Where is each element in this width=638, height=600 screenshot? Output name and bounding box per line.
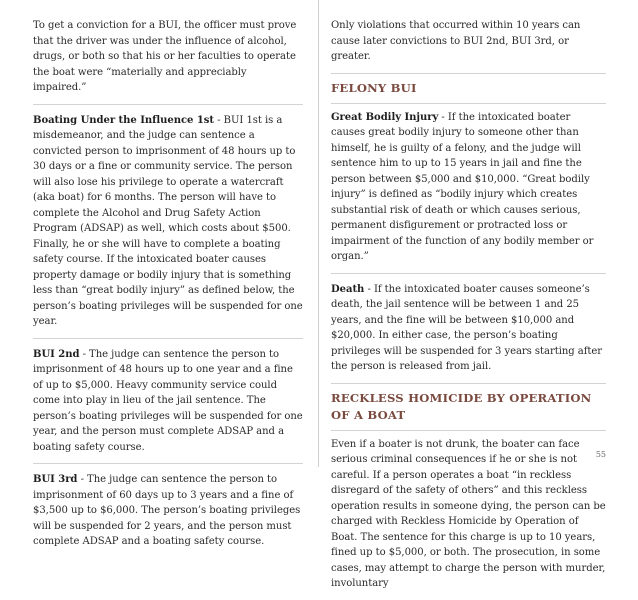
bui2-paragraph xyxy=(33,347,303,456)
felony-heading: FELONY BUI xyxy=(331,80,417,95)
section-divider xyxy=(331,430,606,431)
bui3-title: BUI 3rd xyxy=(33,474,78,485)
section-divider xyxy=(33,338,303,339)
violations-paragraph xyxy=(331,18,606,65)
death-title: Death xyxy=(331,283,365,295)
section-divider xyxy=(331,383,606,384)
death-text: - If the intoxicated boater causes someone’s death, the jail sentence will be between 1 and 25 years, and the fine will be between $10,000 and $20,000. In either case, the person’s boating privileges will be suspended for 3 years starting after the person is released from jail. xyxy=(331,283,603,372)
reckless-heading: RECKLESS HOMICIDE BY OPERATION OF A BOAT xyxy=(331,390,592,422)
right-column xyxy=(331,18,606,600)
gbi-paragraph xyxy=(331,110,606,265)
bui2-text: - The judge can sentence the person to imprisonment of 48 hours up to one year and a fine of up to $5,000. Heavy community service could come into play in lieu of the jail sentence. The person’s boating privileges will be suspended for one year, and the person must complete ADSAP and a boating safety course. xyxy=(33,348,303,453)
bui1-text: - BUI 1st is a misdemeanor, and the judge can sentence a convicted person to imprisonment of 48 hours up to 30 days or a fine or community service. The person will also lose his privilege to operate a watercraft (aka boat) for 6 months. The person will have to complete the Alcohol and Drug Safety Action Program (ADSAP) as well, which costs about $500. Finally, he or she will have to complete a boating safety course. If the intoxicated boater causes property damage or bodily injury that is something less than “great bodily injury” as defined below, the person’s boating privileges will be suspended for one year. xyxy=(33,114,303,327)
gbi-title: Great Bodily Injury xyxy=(331,111,439,123)
bui1-title: Boating Under the Influence 1st xyxy=(33,114,214,126)
section-divider xyxy=(331,273,606,274)
page-number: 55 xyxy=(595,450,606,459)
column-divider xyxy=(318,0,319,467)
section-divider xyxy=(331,73,606,74)
bui3-text: - The judge can sentence the person to imprisonment of 60 days up to 3 years and a fine of $3,500 up to $6,000. The person’s boating privileges will be suspended for 2 years, and the person must complete ADSAP and a boating safety course. xyxy=(33,474,301,547)
bui1-paragraph xyxy=(33,113,303,330)
section-divider xyxy=(33,463,303,464)
left-column xyxy=(33,18,303,558)
intro-paragraph xyxy=(33,18,303,96)
bui2-title: BUI 2nd xyxy=(33,348,80,360)
intro-text: To get a conviction for a BUI, the officer must prove that the driver was under the influence of alcohol, drugs, or both so that his or her faculties to operate the boat were “materially and appreciably impaired.” xyxy=(33,20,297,93)
section-divider xyxy=(33,104,303,105)
reckless-paragraph xyxy=(331,437,606,592)
violations-text: Only violations that occurred within 10 years can cause later convictions to BUI 2nd, BUI 3rd, or greater. xyxy=(331,20,581,62)
bui3-paragraph xyxy=(33,472,303,550)
death-paragraph xyxy=(331,282,606,375)
gbi-text: - If the intoxicated boater causes great bodily injury to someone other than himself, he is guilty of a felony, and the judge will sentence him to up to 15 years in jail and fine the person between $5,000 and $10,000. “Great bodily injury” is defined as “bodily injury which creates substantial risk of death or which causes serious, permanent disfigurement or protracted loss or impairment of the function of any bodily member or organ.” xyxy=(331,111,594,262)
section-divider xyxy=(331,103,606,104)
reckless-text: Even if a boater is not drunk, the boater can face serious criminal consequences if he or she is not careful. If a person operates a boat “in reckless disregard of the safety of others” and this reckless operation results in someone dying, the person can be charged with Reckless Homicide by Operation of Boat. The sentence for this charge is up to 10 years, fined up to $5,000, or both. The prosecution, in some cases, may attempt to charge the person with murder, involuntary xyxy=(331,438,606,589)
